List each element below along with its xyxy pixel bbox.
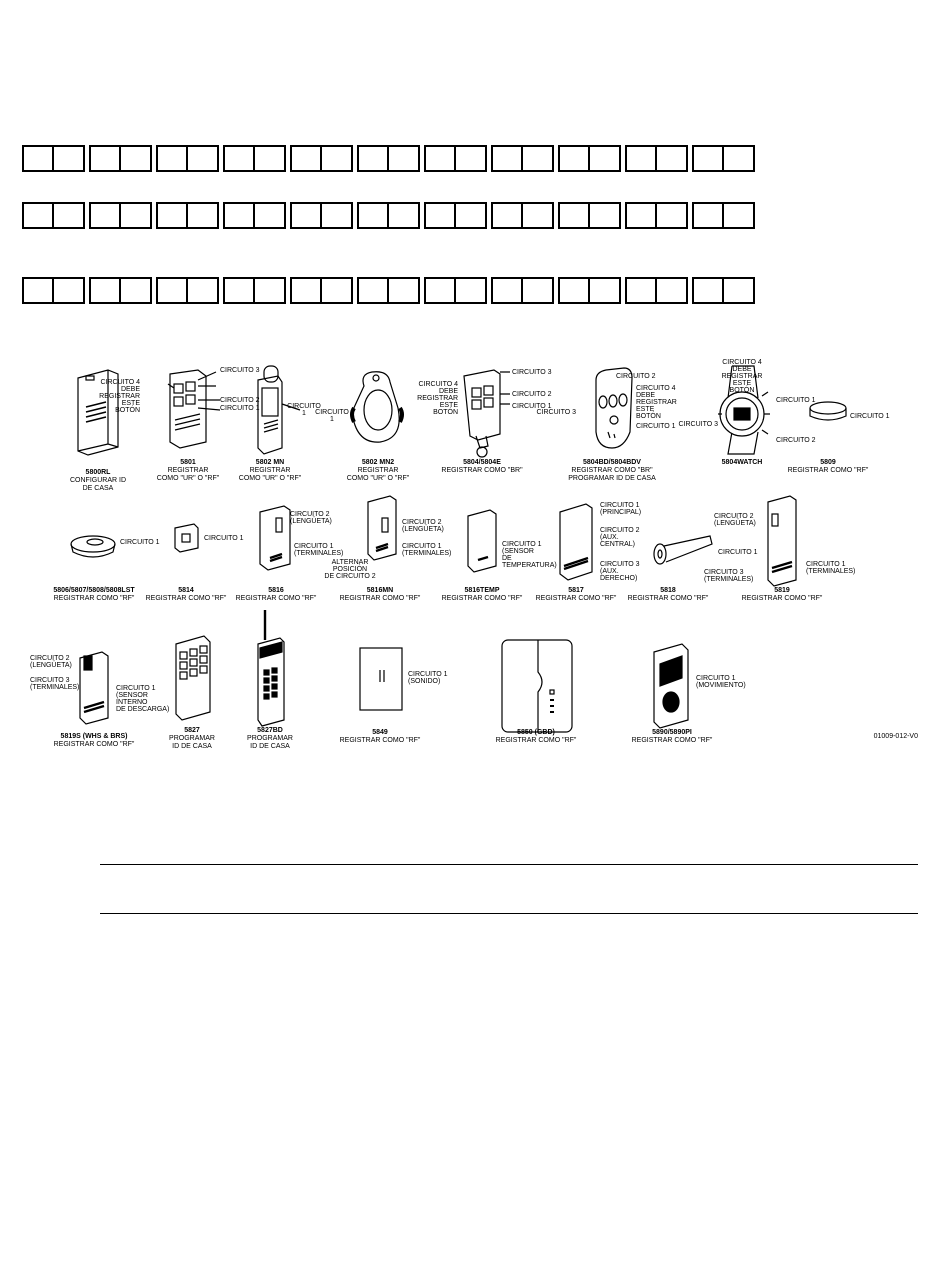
device-model-label: 5804BD/5804BDV [583, 459, 641, 466]
entry-cell [424, 145, 456, 172]
entry-cell-pair [692, 277, 755, 304]
device-model-label: 5800RL [85, 469, 111, 476]
entry-cell [625, 145, 657, 172]
device-5809-drawing [810, 402, 846, 420]
entry-cell [724, 277, 755, 304]
device-model-label: 5827 [184, 727, 200, 734]
device-instruction-label: REGISTRAR COMO "RF" [53, 595, 135, 602]
circuit-callout-label: (LENGÜETA) [30, 662, 72, 669]
entry-cell [357, 277, 389, 304]
device-5802mn2-drawing [352, 372, 402, 442]
entry-cell [692, 277, 724, 304]
entry-cell-pair [156, 145, 219, 172]
entry-cell-pair [290, 202, 353, 229]
entry-cell [523, 145, 554, 172]
device-model-label: 5827BD [257, 727, 283, 734]
device-model-label: 5849 [372, 729, 388, 736]
entry-grid-row-2 [22, 202, 755, 229]
entry-cell [223, 145, 255, 172]
circuit-callout-label: (LENGÜETA) [290, 518, 332, 525]
entry-cell [89, 277, 121, 304]
circuit-callout-label: DERECHO) [600, 575, 638, 582]
device-5816temp-drawing [468, 510, 496, 572]
device-instruction-label: COMO "UR" O "RF" [238, 475, 302, 482]
entry-cell [389, 277, 420, 304]
entry-cell [456, 277, 487, 304]
circuit-callout-label: (LENGÜETA) [714, 520, 756, 527]
entry-cell-pair [22, 145, 85, 172]
device-instruction-label: REGISTRAR COMO "RF" [441, 595, 523, 602]
device-model-label: 5816 [268, 587, 284, 594]
device-model-label: 5802 MN [255, 459, 285, 466]
device-5819s-drawing [80, 652, 108, 724]
device-instruction-label: COMO "UR" O "RF" [156, 475, 220, 482]
entry-cell-pair [89, 277, 152, 304]
circuit-callout-label: (PRINCIPAL) [600, 509, 642, 516]
device-model-label: 5806/5807/5808/5808LST [53, 587, 135, 594]
circuit-callout-label: CIRCUITO 1 [120, 539, 160, 546]
circuit-callout-label: CIRCUITO 2 [220, 397, 260, 404]
circuit-callout-label: (TERMINALES) [30, 684, 80, 691]
entry-cell [54, 277, 85, 304]
device-instruction-label: REGISTRAR COMO "RF" [627, 595, 709, 602]
horizontal-rule-top [100, 864, 918, 865]
entry-cell [255, 277, 286, 304]
circuit-callout-label: 1 [330, 416, 334, 423]
entry-cell [188, 202, 219, 229]
circuit-callout-label: CIRCUITO 2 [616, 373, 656, 380]
entry-cell-pair [156, 277, 219, 304]
device-5816mn-drawing [368, 496, 396, 560]
circuit-callout-label: DEBE [732, 366, 752, 373]
entry-cell-pair [223, 202, 286, 229]
device-instruction-label: REGISTRAR COMO "BR" [571, 467, 653, 474]
entry-cell [255, 202, 286, 229]
circuit-callout-label: CIRCUITO 1 [512, 403, 552, 410]
device-5814-drawing [175, 524, 198, 552]
entry-cell [290, 202, 322, 229]
entry-cell [290, 145, 322, 172]
device-5801-drawing [168, 370, 220, 448]
circuit-callout-label: CIRCUITO 4 [636, 385, 676, 392]
circuit-callout-label: CIRCUITO 2 [600, 527, 640, 534]
device-model-label: 5818 [660, 587, 676, 594]
entry-cell [491, 202, 523, 229]
device-5827bd-drawing [258, 610, 284, 726]
circuit-callout-label: CIRCUITO 2 [402, 519, 442, 526]
circuit-callout-label: CIRCUITO 1 [402, 543, 442, 550]
device-instruction-label: ID DE CASA [172, 743, 212, 750]
circuit-callout-label: CIRCUITO 3 [220, 367, 260, 374]
circuit-callout-label: CIRCUITO 1 [636, 423, 676, 430]
device-model-label: 5804WATCH [721, 459, 763, 466]
device-instruction-label: REGISTRAR COMO "RF" [339, 595, 421, 602]
entry-cell [724, 202, 755, 229]
device-5802mn-drawing [258, 366, 300, 454]
device-5804bd-drawing [596, 368, 632, 448]
entry-cell-pair [89, 202, 152, 229]
circuit-callout-label: CIRCUITO [287, 403, 321, 410]
circuit-callout-label: CIRCUITO [315, 409, 349, 416]
circuit-callout-label: CIRCUITO 1 [850, 413, 890, 420]
circuit-callout-label: (SENSOR [502, 548, 534, 555]
circuit-callout-label: (AUX. [600, 568, 619, 575]
entry-cell [424, 277, 456, 304]
circuit-callout-label: DEBE [438, 388, 458, 395]
entry-cell [590, 202, 621, 229]
circuit-callout-label: CIRCUITO 4 [722, 359, 762, 366]
circuit-callout-label: CIRCUITO 3 [704, 569, 744, 576]
device-instruction-label: REGISTRAR COMO "RF" [145, 595, 227, 602]
entry-cell [54, 202, 85, 229]
entry-cell [188, 145, 219, 172]
circuit-callout-label: (SONIDO) [408, 678, 441, 685]
circuit-callout-label: CIRCUITO 1 [408, 671, 448, 678]
device-instruction-label: REGISTRAR COMO "RF" [53, 741, 135, 748]
entry-cell [156, 202, 188, 229]
circuit-callout-label: (TERMINALES) [704, 576, 754, 583]
circuit-callout-label: DE [502, 555, 512, 562]
entry-cell [389, 202, 420, 229]
entry-cell [424, 202, 456, 229]
entry-cell [491, 277, 523, 304]
entry-cell-pair [692, 202, 755, 229]
circuit-callout-label: CIRCUITO 2 [290, 511, 330, 518]
circuit-callout-label: CIRCUITO 2 [30, 655, 70, 662]
circuit-callout-label: CIRCUITO 1 [116, 685, 156, 692]
circuit-callout-label: (TERMINALES) [294, 550, 344, 557]
circuit-callout-label: CIRCUITO 1 [220, 405, 260, 412]
entry-cell-pair [491, 202, 554, 229]
entry-cell [491, 145, 523, 172]
circuit-callout-label: ALTERNAR [331, 559, 369, 566]
circuit-callout-label: CIRCUITO 1 [696, 675, 736, 682]
circuit-callout-label: CIRCUITO 3 [536, 409, 576, 416]
entry-cell-pair [491, 145, 554, 172]
circuit-callout-label: POSICIÓN [332, 566, 368, 573]
device-model-label: 5816TEMP [464, 587, 500, 594]
device-5890-drawing [654, 644, 688, 728]
device-diagram [20, 352, 940, 754]
entry-cell [357, 202, 389, 229]
circuit-callout-label: CIRCUITO 2 [714, 513, 754, 520]
entry-grid-row-3 [22, 277, 755, 304]
circuit-callout-label: (TERMINALES) [806, 568, 856, 575]
entry-cell-pair [22, 277, 85, 304]
circuit-callout-label: REGISTRAR [417, 395, 458, 402]
circuit-callout-label: CIRCUITO 4 [418, 381, 458, 388]
entry-cell [223, 202, 255, 229]
entry-grid-row-1 [22, 145, 755, 172]
entry-cell-pair [625, 277, 688, 304]
circuit-callout-label: REGISTRAR [99, 393, 140, 400]
entry-cell-pair [223, 145, 286, 172]
device-model-label: 5819 [774, 587, 790, 594]
circuit-callout-label: CIRCUITO 1 [718, 549, 758, 556]
circuit-callout-label: DE DESCARGA) [116, 706, 170, 713]
entry-cell-pair [357, 202, 420, 229]
device-instruction-label: REGISTRAR COMO "RF" [741, 595, 823, 602]
circuit-callout-label: CIRCUITO 1 [600, 502, 640, 509]
device-instruction-label: REGISTRAR COMO "RF" [787, 467, 869, 474]
circuit-callout-label: CIRCUITO 1 [204, 535, 244, 542]
entry-cell [188, 277, 219, 304]
entry-cell [121, 277, 152, 304]
circuit-callout-label: ESTE [732, 380, 752, 387]
device-instruction-label: CONFIGURAR ID [70, 477, 126, 484]
device-model-label: 5814 [178, 587, 194, 594]
entry-cell-pair [558, 202, 621, 229]
device-instruction-label: REGISTRAR [249, 467, 291, 474]
device-model-label: 5850 (GBD) [517, 729, 555, 736]
device-instruction-label: REGISTRAR COMO "RF" [495, 737, 577, 744]
circuit-callout-label: DEBE [636, 392, 656, 399]
entry-cell [255, 145, 286, 172]
entry-cell [22, 277, 54, 304]
entry-cell [558, 277, 590, 304]
device-5816-drawing [260, 506, 290, 570]
entry-cell-pair [290, 145, 353, 172]
entry-cell [290, 277, 322, 304]
entry-cell-pair [223, 277, 286, 304]
device-5817-drawing [560, 504, 592, 580]
circuit-callout-label: ESTE [121, 400, 140, 407]
circuit-callout-label: DE CIRCUITO 2 [324, 573, 376, 580]
device-model-label: 5890/5890PI [652, 729, 692, 736]
circuit-callout-label: (TERMINALES) [402, 550, 452, 557]
device-model-label: 5816MN [366, 587, 394, 594]
device-model-label: 5819S (WHS & BRS) [60, 733, 128, 740]
circuit-callout-label: (AUX. [600, 534, 619, 541]
circuit-callout-label: DEBE [120, 386, 140, 393]
device-5849-drawing [360, 648, 402, 710]
entry-cell [523, 277, 554, 304]
entry-cell-pair [22, 202, 85, 229]
entry-cell-pair [424, 277, 487, 304]
entry-cell [692, 145, 724, 172]
entry-cell [22, 202, 54, 229]
circuit-callout-label: CIRCUITO 1 [776, 397, 816, 404]
entry-cell [54, 145, 85, 172]
device-instruction-label: REGISTRAR [167, 467, 209, 474]
entry-cell [625, 202, 657, 229]
entry-cell-pair [357, 145, 420, 172]
entry-cell [89, 202, 121, 229]
circuit-callout-label: CIRCUITO 1 [294, 543, 334, 550]
entry-cell [89, 145, 121, 172]
device-instruction-label: DE CASA [82, 485, 114, 492]
circuit-callout-label: TEMPERATURA) [502, 562, 557, 569]
circuit-callout-label: REGISTRAR [636, 399, 677, 406]
entry-cell [724, 145, 755, 172]
entry-cell [657, 277, 688, 304]
device-5819-drawing [768, 496, 796, 586]
device-model-label: 5817 [568, 587, 584, 594]
device-instruction-label: REGISTRAR COMO "RF" [339, 737, 421, 744]
entry-cell-pair [424, 145, 487, 172]
circuit-callout-label: CENTRAL) [600, 541, 636, 548]
device-instruction-label: PROGRAMAR [169, 735, 215, 742]
entry-cell [657, 202, 688, 229]
entry-cell-pair [491, 277, 554, 304]
entry-cell-pair [558, 145, 621, 172]
circuit-callout-label: CIRCUITO 1 [502, 541, 542, 548]
device-instruction-label: PROGRAMAR [247, 735, 293, 742]
device-model-label: 5802 MN2 [361, 459, 395, 466]
entry-cell-pair [558, 277, 621, 304]
entry-cell [322, 145, 353, 172]
entry-cell [121, 145, 152, 172]
circuit-callout-label: INTERNO [116, 699, 148, 706]
circuit-callout-label: BOTÓN [115, 407, 140, 414]
entry-cell-pair [692, 145, 755, 172]
circuit-callout-label: CIRCUITO 2 [512, 391, 552, 398]
device-model-label: 5809 [820, 459, 836, 466]
device-5804-drawing [464, 370, 510, 457]
device-5806-drawing [71, 536, 115, 557]
entry-cell [558, 202, 590, 229]
entry-cell-pair [625, 202, 688, 229]
device-instruction-label: REGISTRAR [357, 467, 399, 474]
entry-cell [322, 202, 353, 229]
entry-cell [558, 145, 590, 172]
entry-cell [456, 202, 487, 229]
entry-cell [456, 145, 487, 172]
circuit-callout-label: CIRCUITO 3 [600, 561, 640, 568]
circuit-callout-label: CIRCUITO 4 [100, 379, 140, 386]
entry-cell [156, 145, 188, 172]
horizontal-rule-bottom [100, 913, 918, 914]
entry-cell [22, 145, 54, 172]
circuit-callout-label: CIRCUITO 3 [512, 369, 552, 376]
circuit-callout-label: 1 [302, 410, 306, 417]
entry-cell [625, 277, 657, 304]
entry-cell [322, 277, 353, 304]
circuit-callout-label: (LENGÜETA) [402, 526, 444, 533]
figure-code-label: 01009-012-V0 [873, 733, 918, 740]
entry-cell [156, 277, 188, 304]
device-instruction-label: PROGRAMAR ID DE CASA [568, 475, 656, 482]
entry-cell-pair [89, 145, 152, 172]
circuit-callout-label: CIRCUITO 3 [678, 421, 718, 428]
circuit-callout-label: (MOVIMIENTO) [696, 682, 746, 689]
entry-cell-pair [625, 145, 688, 172]
entry-cell-pair [156, 202, 219, 229]
entry-cell [121, 202, 152, 229]
entry-cell [692, 202, 724, 229]
entry-cell [523, 202, 554, 229]
device-model-label: 5804/5804E [463, 459, 501, 466]
entry-cell-pair [357, 277, 420, 304]
device-instruction-label: ID DE CASA [250, 743, 290, 750]
device-5818-drawing [654, 536, 712, 564]
device-instruction-label: REGISTRAR COMO "BR" [441, 467, 523, 474]
device-5827-drawing [176, 636, 210, 720]
circuit-callout-label: ESTE [636, 406, 655, 413]
device-instruction-label: REGISTRAR COMO "RF" [235, 595, 317, 602]
entry-cell-pair [424, 202, 487, 229]
circuit-callout-label: BOTÓN [433, 409, 458, 416]
entry-cell [223, 277, 255, 304]
device-instruction-label: REGISTRAR COMO "RF" [535, 595, 617, 602]
circuit-callout-label: CIRCUITO 1 [806, 561, 846, 568]
circuit-callout-label: CIRCUITO 2 [776, 437, 816, 444]
circuit-callout-label: ESTE [439, 402, 458, 409]
circuit-callout-label: REGISTRAR [721, 373, 763, 380]
entry-cell [657, 145, 688, 172]
entry-cell [590, 277, 621, 304]
entry-cell-pair [290, 277, 353, 304]
entry-cell [357, 145, 389, 172]
device-instruction-label: REGISTRAR COMO "RF" [631, 737, 713, 744]
circuit-callout-label: (SENSOR [116, 692, 148, 699]
circuit-callout-label: CIRCUITO 3 [30, 677, 70, 684]
device-instruction-label: COMO "UR" O "RF" [346, 475, 410, 482]
entry-cell [590, 145, 621, 172]
entry-cell [389, 145, 420, 172]
circuit-callout-label: BOTÓN [636, 413, 661, 420]
circuit-callout-label: BOTÓN [729, 387, 755, 394]
device-model-label: 5801 [180, 459, 196, 466]
device-5850-drawing [502, 640, 572, 732]
